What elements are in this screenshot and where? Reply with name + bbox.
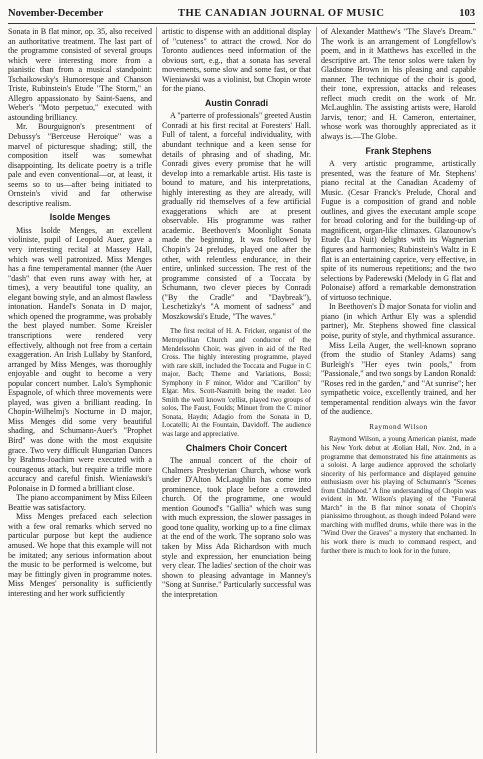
- page-number: 103: [459, 7, 475, 19]
- paragraph: of Alexander Matthew's "The Slave's Dream." The work is an arrangement of Longfellow's poem, and in it Matthews has excelled in the descriptive art. The tenor solos were taken by Gladstone Brown in his pleasing and capable manner. The technique of the choir is good, their tone, expression, attacks and releases reflect much credit on the work of Mr. McLaughlin. The assisting artists were, Harold Jarvis, tenor; and H. Cameron, entertainer, whose work was thoroughly appreciated as it always is.—The Globe.: [321, 27, 476, 142]
- small-print-note: [321, 435, 476, 555]
- paragraph: Miss Leila Auger, the well-known soprano (from the studio of Stanley Adams) sang Burleigh's "Her eyes twin pools," from "Passionale," and two songs by Landon Ronald: "Roses red in the garden," and "At sunrise"; her sympathetic voice, excellently trained, and her temperamental rendition always win the favor of the audience.: [321, 340, 476, 417]
- section-heading: Chalmers Choir Concert: [185, 442, 288, 453]
- paragraph: Miss Isolde Menges, an excellent violiniste, pupil of Leopold Auer, gave a very interesting recital at Massey Hall, which was well patronized. Miss Menges has a fine temperamental manner (the Auer "dash" that even runs away with her, at times), a very beautiful tone quality, an elegant bowing style, and an almost flawless intonation. Handel's Sonata in D major, which opened the programme, was probably the best played number. Some Kreisler transcriptions were rendered very effectively, although not free from a certain exaggeration. An Irish Lullaby by Stanford, arranged by Miss Menges, was thoroughly enjoyable and ought to become a very popular concert number. Lalo's Symphonic Espagnole, of which three movements were played, was given a brilliant reading. In Chopin-Wilhelmj's Nocturne in D major, Miss Menges did some very beautiful shading, and Schumann-Auer's "Prophet Bird" was done with the most exquisite grace. Two very difficult Hungarian Dances by Brahms-Joachim were executed with a courageous attack, but require a trifle more accuracy and careful finish. Wieniawski's Polonaise in D formed a brilliant close.: [8, 225, 152, 493]
- section-heading: Isolde Menges: [49, 212, 111, 223]
- small-print-note: [162, 327, 311, 438]
- paragraph: The piano accompaniment by Miss Eileen Beattie was satisfactory.: [8, 493, 152, 512]
- paragraph: A "parterre of professionals" greeted Austin Conradi at his first recital at Foresters' Hall. Full of talent, a forceful individuality, with abundant technique and a keen sense for details of phrasing and of shading, Mr. Conradi gives every promise that he will develop into a remarkable artist. His taste is bound to mature, and his interpretations, highly interesting as they are already, will gradually rid themselves of a few artificial exaggerations which are at present observable. His programme was rather academic. Beethoven's Moonlight Sonata made the beginning. It was followed by Chopin's 24 preludes, played one after the other, with relentless endurance, in their entire, unlinked succession. The rest of the programme consisted of a Toccata by Schumann, two clever pieces by Conradi ("By the Cradle" and "Daybreak"), Leschetizky's "A moment of sadness" and Moszkowski's Etude, "The waves.": [162, 111, 311, 321]
- section-heading: Austin Conradi: [204, 97, 269, 108]
- paragraph: Mr. Bourguignon's presentment of Debussy's "Berceuse Heroique" was a marvel of picturesque shading; still, the composition itself was somewhat disappointing. Its delicate poetry is a trifle pale and even conventional—or, at least, it seems so to us—after being initiated to Ornstein's vivid and far otherwise descriptive realism.: [8, 122, 152, 208]
- issue-date: November-December: [8, 7, 104, 19]
- page-header: [8, 4, 475, 22]
- column-divider: [316, 27, 317, 753]
- column-divider: [156, 27, 157, 753]
- paragraph: A very artistic programme, artistically presented, was the feature of Mr. Stephens' piano recital at the Canadian Academy of Music. (Cesar Franck's Prelude, Choral and Fugue is a composition of grand and noble outlines, and gives the executant ample scope for broad coloring and for the building-up of magnificent, organ-like climaxes. Glazounow's Etude (La Nuit) delights with its Wagnerian figures and harmonies; Rubinstein's Waltz in E flat is an entertaining caprice, very effective, in spite of its numerous repetitions; and the two selections by Paderewski (Melody in G flat and Polonaise) afford a remarkable demonstration of virtuoso technique.: [321, 159, 476, 302]
- journal-title: THE CANADIAN JOURNAL OF MUSIC: [177, 7, 385, 19]
- section-signature: Raymond Wilson: [369, 422, 428, 431]
- paragraph: The annual concert of the choir of Chalmers Presbyterian Church, whose work under D'Alton McLaughlin has come into prominence, took place before a crowded church. Of the programme, one would mention Gounod's "Gallia" which was sung with much expression, the slower passages in good tone quality, working up to a fine climax at the end of the work. The soprano solo was taken by Miss Ada Richardson with much style and expression, her enunciation being very clear. The ladies' section of the choir was shown to pleasing advantage in Manney's "Song at Sunrise." Particularly successful was the interpretation: [162, 456, 311, 599]
- column-1: [8, 27, 152, 753]
- paragraph: Raymond Wilson, a young American pianist, made his New York debut at Æolian Hall, Nov. 2nd, in a programme that demonstrated his fine attainments as a soloist. A large audience approved the scholarly sincerity of his performance and displayed genuine enthusiasm over his playing of Schumann's "Scenes from Childhood." A fine understanding of Chopin was evident in Mr. Wilson's playing of the "Funeral March" in the B flat minor sonata of Chopin's pianissimo throughout, as though indeed Poland were marching with muffled drums, while there was in the "Wind Over the Graves" a mystery that enchanted. In his work there is much to command respect, and further there is much to look for in the future.: [321, 435, 476, 555]
- paragraph: Sonata in B flat minor, op. 35, also received an authoritative treatment. The last part of the programme consisted of several groups which were interesting more from a pianistic than from a musical standpoint: Tschaikowsky's Humoresque and Chanson Triste, Rubinstein's Etude "The Storm," an Allegro appassionato by Saint-Saens, and Weber's "Moto perpetuo," executed with astounding brilliancy.: [8, 27, 152, 122]
- column-3: [321, 27, 476, 753]
- paragraph: The first recital of H. A. Fricker, organist of the Metropolitan Church and conductor of the Mendelssohn Choir, was given in aid of the Red Cross. The highly interesting programme, played with rare skill, included the Toccata and Fugue in C major, Bach; Theme and Variations, Bossi; Symphony in F minor, Widor and "Carillon" by Elgar. Mrs. Scott-Nasmith being the reader. Leo Smith the well known 'cellist, played two groups of solos, The Faust, Foulds; Minuet from the C minor Sonata, Haydn; Adagio from the Sonata in D, Locatelli; At the Fountain, Davidoff. The audience was large and appreciative.: [162, 327, 311, 438]
- section-heading: Frank Stephens: [365, 145, 432, 156]
- header-rule: [8, 23, 475, 24]
- paragraph: In Beethoven's D major Sonata for violin and piano (in which Arthur Ely was a splendid partner), Mr. Stephens showed fine classical poise, purity of style, and rhythmical assurance.: [321, 302, 476, 340]
- paragraph: artistic to dispense with an additional display of "cuteness" to attract the crowd. Nor do Toronto audiences need information of the obvious sort, e.g., that a sonata has several movements, some slow and some fast, or that Wieniawski was a violinist, but Chopin wrote for the piano.: [162, 27, 311, 94]
- column-2: [162, 27, 311, 753]
- paragraph: Miss Menges prefaced each selection with a few oral remarks which served no particular purpose but kept the audience amused. We hope that this example will not be imitated; any serious information about the music to be performed is welcome, but may be fittingly given in programme notes. Miss Menges' personality is sufficiently interesting and her work sufficiently: [8, 512, 152, 598]
